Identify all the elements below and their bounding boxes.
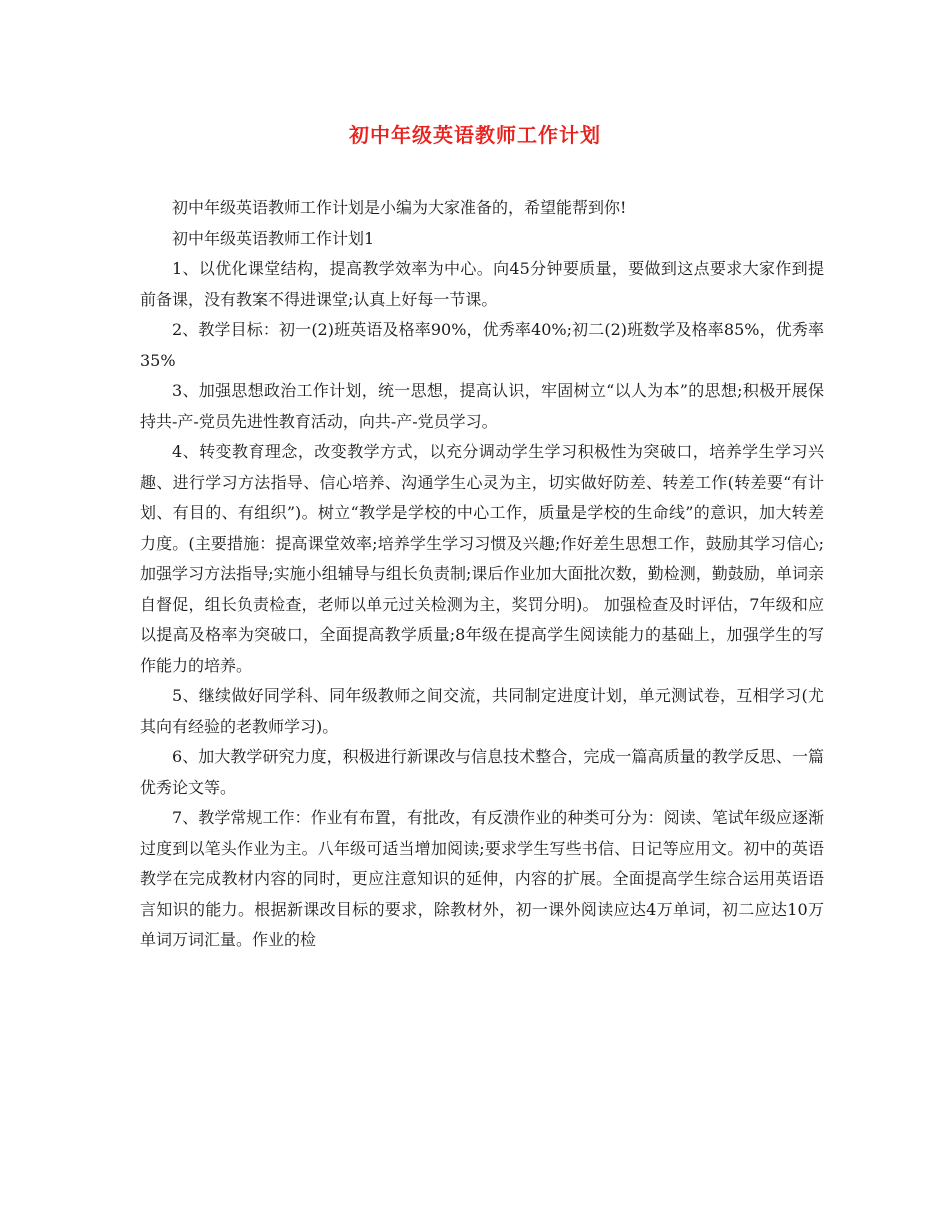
- paragraph-item-4: 4、转变教育理念，改变教学方式，以充分调动学生学习积极性为突破口，培养学生学习兴趣、进行学习方法指导、信心培养、沟通学生心灵为主，切实做好防差、转差工作(转差要“有计划、有目的、有组织”)。树立“教学是学校的中心工作，质量是学校的生命线”的意识，加大转差力度。(主要措施：提高课堂效率;培养学生学习习惯及兴趣;作好差生思想工作，鼓励其学习信心;加强学习方法指导;实施小组辅导与组长负责制;课后作业加大面批次数，勤检测，勤鼓励，单词亲自督促，组长负责检查，老师以单元过关检测为主，奖罚分明)。 加强检查及时评估，7年级和应以提高及格率为突破口，全面提高教学质量;8年级在提高学生阅读能力的基础上，加强学生的写作能力的培养。: [140, 442, 824, 675]
- paragraph-item-3: 3、加强思想政治工作计划，统一思想，提高认识，牢固树立“以人为本”的思想;积极开展保持共-产-党员先进性教育活动，向共-产-党员学习。: [140, 381, 824, 431]
- document-body: [140, 193, 824, 956]
- paragraph-item-7: 7、教学常规工作：作业有布置，有批改，有反溃作业的种类可分为：阅读、笔试年级应逐渐过度到以笔头作业为主。八年级可适当增加阅读;要求学生写些书信、日记等应用文。初中的英语教学在完成教材内容的同时，更应注意知识的延伸，内容的扩展。全面提高学生综合运用英语语言知识的能力。根据新课改目标的要求，除教材外，初一课外阅读应达4万单词，初二应达10万单词万词汇量。作业的检: [140, 808, 824, 949]
- paragraph-item-5: 5、继续做好同学科、同年级教师之间交流，共同制定进度计划，单元测试卷，互相学习(尤其向有经验的老教师学习)。: [140, 686, 824, 736]
- paragraph-item-2: 2、教学目标：初一(2)班英语及格率90%，优秀率40%;初二(2)班数学及格率85%，优秀率35%: [140, 320, 824, 370]
- intro-paragraph: 初中年级英语教师工作计划是小编为大家准备的，希望能帮到你!: [172, 198, 627, 217]
- section-heading: 初中年级英语教师工作计划1: [172, 228, 375, 248]
- paragraph-item-6: 6、加大教学研究力度，积极进行新课改与信息技术整合，完成一篇高质量的教学反思、一篇优秀论文等。: [140, 747, 824, 797]
- document-title: 初中年级英语教师工作计划: [349, 123, 601, 147]
- paragraph-item-1: 1、以优化课堂结构，提高教学效率为中心。向45分钟要质量，要做到这点要求大家作到提前备课，没有教案不得进课堂;认真上好每一节课。: [140, 259, 824, 309]
